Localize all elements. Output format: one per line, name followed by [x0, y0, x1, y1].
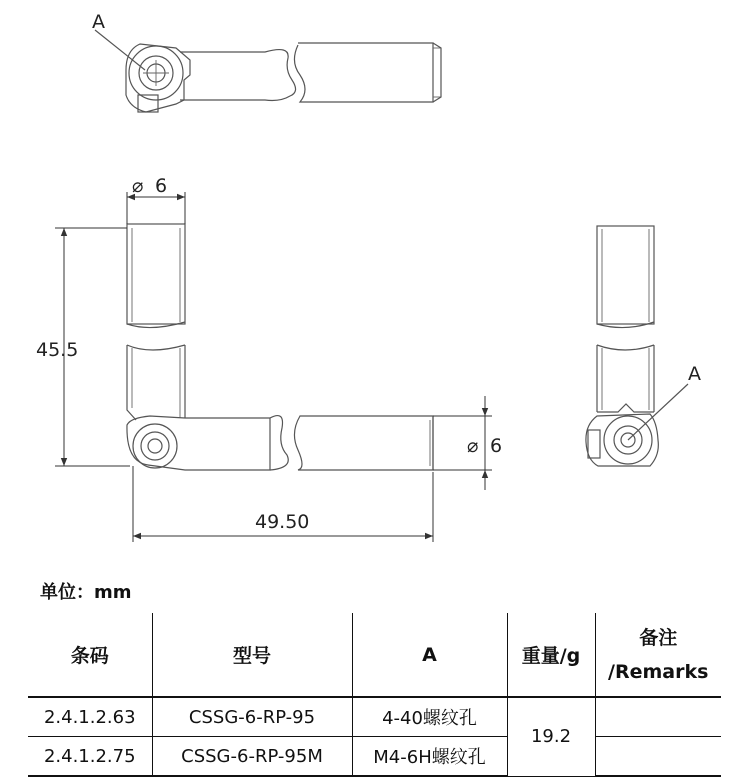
header-remarks-cn: 备注 [639, 626, 678, 649]
cell-a: M4-6H螺纹孔 [352, 737, 507, 777]
header-barcode: 条码 [28, 613, 152, 697]
header-remarks [595, 613, 721, 697]
cell-remarks [595, 737, 721, 777]
dim-diameter-vertical: 6 [155, 175, 168, 197]
cell-weight: 19.2 [507, 697, 595, 776]
table-row [28, 737, 721, 777]
header-model: 型号 [152, 613, 352, 697]
cell-remarks [595, 697, 721, 737]
cell-model: CSSG-6-RP-95 [152, 697, 352, 737]
front-view [127, 224, 433, 470]
top-view [92, 11, 441, 112]
dim-diameter-horizontal: 6 [490, 435, 503, 457]
header-a: A [352, 613, 507, 697]
unit-label: 单位：mm [40, 582, 132, 603]
callout-label-side: A [688, 363, 701, 385]
dim-length: 49.50 [255, 511, 310, 533]
cell-model: CSSG-6-RP-95M [152, 737, 352, 777]
table-row [28, 697, 721, 737]
spec-table [28, 613, 721, 777]
cell-barcode: 2.4.1.2.75 [28, 737, 152, 777]
cell-barcode: 2.4.1.2.63 [28, 697, 152, 737]
header-weight: 重量/g [507, 613, 595, 697]
diameter-symbol-top: ⌀ [132, 175, 144, 197]
callout-label-top: A [92, 11, 105, 33]
dim-height: 45.5 [36, 339, 79, 361]
header-remarks-en: /Remarks [608, 660, 709, 683]
side-view [586, 226, 701, 466]
dimensions [36, 175, 502, 542]
diameter-symbol-right: ⌀ [467, 435, 479, 457]
cell-a: 4-40螺纹孔 [352, 697, 507, 737]
